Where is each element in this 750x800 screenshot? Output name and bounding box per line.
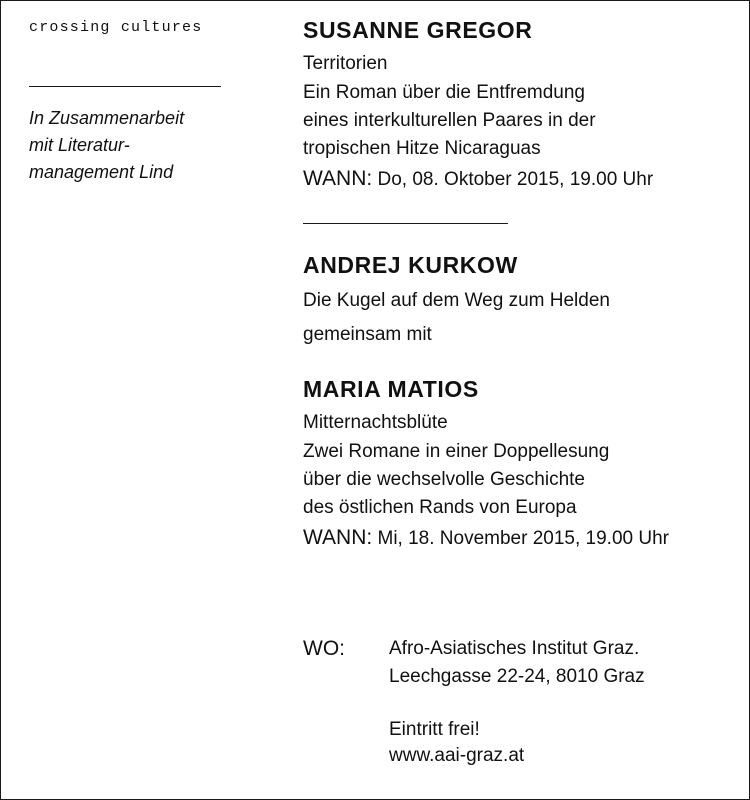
- brand-title: crossing cultures: [29, 19, 203, 36]
- event-description-line-3: des östlichen Rands von Europa: [303, 497, 577, 518]
- event-work-title: Mitternachtsblüte: [303, 412, 448, 433]
- event-item-2: [303, 250, 723, 352]
- venue-block: [303, 635, 723, 769]
- website-link[interactable]: www.aai-graz.at: [389, 745, 525, 766]
- events-divider: [303, 223, 508, 224]
- sidebar-divider: [29, 86, 221, 87]
- event-description-line-1: Ein Roman über die Entfremdung: [303, 82, 585, 103]
- event-item-3: [303, 374, 723, 554]
- event-description-line-2: eines interkulturellen Paares in der: [303, 110, 596, 131]
- cooperation-line-2: mit Literatur-: [29, 135, 130, 155]
- venue-address: [389, 635, 645, 691]
- event-item-1: [303, 15, 723, 195]
- venue-address-line-2: Leechgasse 22-24, 8010 Graz: [389, 666, 645, 687]
- event-datetime: [303, 523, 723, 554]
- venue-label: WO:: [303, 637, 345, 660]
- cooperation-note: [29, 105, 259, 186]
- event-datetime-value: Do, 08. Oktober 2015, 19.00 Uhr: [377, 169, 654, 190]
- event-work-title: Territorien: [303, 53, 388, 74]
- event-work-title: Die Kugel auf dem Weg zum Helden: [303, 290, 610, 311]
- cooperation-line-1: In Zusammenarbeit: [29, 108, 185, 128]
- venue-extra: [389, 717, 723, 769]
- event-datetime-label: WANN:: [303, 167, 373, 190]
- event-description: [303, 438, 723, 522]
- sidebar: [29, 19, 259, 186]
- event-description-line-1: Zwei Romane in einer Doppellesung: [303, 441, 610, 462]
- spacer: [303, 352, 723, 374]
- events-list: [303, 15, 723, 554]
- event-description: [303, 79, 723, 163]
- event-datetime-label: WANN:: [303, 526, 373, 549]
- admission-note: Eintritt frei!: [389, 719, 480, 740]
- event-description-line-2: über die wechselvolle Geschichte: [303, 469, 585, 490]
- cooperation-line-3: management Lind: [29, 162, 174, 182]
- event-description-line-3: tropischen Hitze Nicaraguas: [303, 138, 541, 159]
- event-author: SUSANNE GREGOR: [303, 17, 533, 43]
- event-joint-note: gemeinsam mit: [303, 324, 432, 345]
- venue-row: [303, 635, 723, 691]
- event-author: ANDREJ KURKOW: [303, 252, 518, 278]
- venue-address-line-1: Afro-Asiatisches Institut Graz.: [389, 638, 640, 659]
- event-datetime: [303, 164, 723, 195]
- event-datetime-value: Mi, 18. November 2015, 19.00 Uhr: [377, 528, 669, 549]
- event-author: MARIA MATIOS: [303, 376, 479, 402]
